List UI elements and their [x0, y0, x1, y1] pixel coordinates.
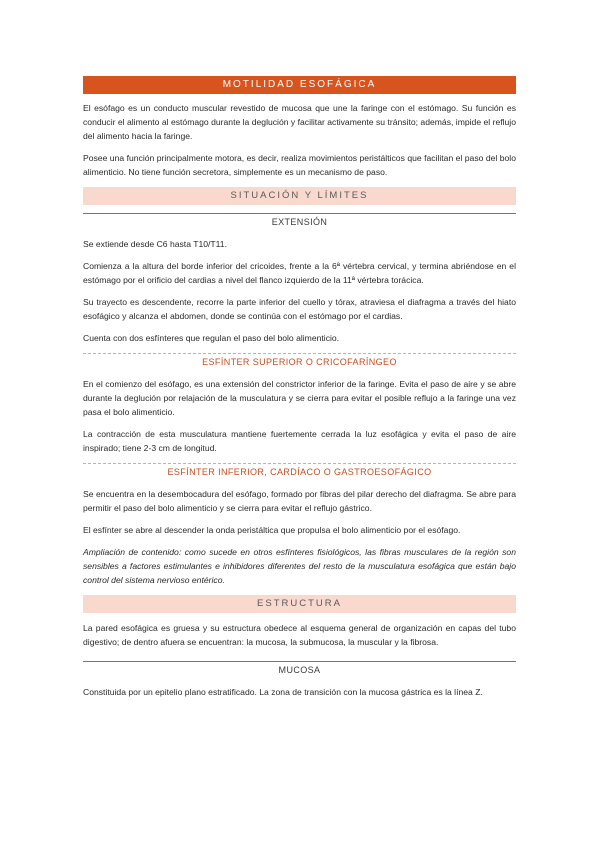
- intro-paragraph-1: El esófago es un conducto muscular revestido de mucosa que une la faringe con el estómago. Su función es conducir el alimento al estómago durante la deglución y facilitar activamente su tránsito; además, impide el reflujo del alimento hacia la faringe.: [83, 103, 516, 141]
- inferior-paragraph-1: Se encuentra en la desembocadura del esófago, formado por fibras del pilar derecho del diafragma. Se abre para permitir el paso del bolo alimenticio y se cierra para evitar el reflujo gástrico.: [83, 489, 516, 513]
- inferior-note: Ampliación de contenido: como sucede en otros esfínteres fisiológicos, las fibras musculares de la región son sensibles a factores estimulantes e inhibidores diferentes del resto de la musculatura esofágica que están bajo control del sistema nervioso entérico.: [83, 547, 516, 585]
- heading-esfinter-inferior: ESFÍNTER INFERIOR, CARDÍACO O GASTROESOFÁGICO: [83, 463, 516, 477]
- superior-paragraph-2: La contracción de esta musculatura mantiene fuertemente cerrada la luz esofágica y evita el paso de aire inspirado; tiene 2-3 cm de longitud.: [83, 429, 516, 453]
- mucosa-paragraph-1: Constituida por un epitelio plano estratificado. La zona de transición con la mucosa gástrica es la línea Z.: [83, 687, 483, 697]
- extension-paragraph-2: Comienza a la altura del borde inferior del cricoides, frente a la 6ª vértebra cervical, y termina abriéndose en el estómago por el orificio del cardias a nivel del flanco izquierdo de la 11ª vértebra torácica.: [83, 261, 516, 285]
- inferior-paragraph-2: El esfínter se abre al descender la onda peristáltica que propulsa el bolo alimenticio por el esófago.: [83, 525, 461, 535]
- intro-paragraph-2: Posee una función principalmente motora, es decir, realiza movimientos peristálticos que facilitan el paso del bolo alimenticio. No tiene función secretora, simplemente es un mecanismo de paso.: [83, 153, 516, 177]
- superior-paragraph-1: En el comienzo del esófago, es una extensión del constrictor inferior de la faringe. Evita el paso de aire y se abre durante la deglución por relajación de la musculatura y se cierra para evitar el posible reflujo a la faringe una vez pasa el bolo alimenticio.: [83, 379, 516, 417]
- heading-extension: EXTENSIÓN: [83, 213, 516, 227]
- section-banner-situacion: SITUACIÓN Y LÍMITES: [83, 187, 516, 205]
- extension-paragraph-1: Se extiende desde C6 hasta T10/T11.: [83, 239, 227, 249]
- extension-paragraph-3: Su trayecto es descendente, recorre la parte inferior del cuello y tórax, atraviesa el diafragma a través del hiato esofágico y alcanza el abdomen, donde se continúa con el estómago por el cardias.: [83, 297, 516, 321]
- document-content: [83, 76, 516, 707]
- estructura-paragraph-1: La pared esofágica es gruesa y su estructura obedece al esquema general de organización en capas del tubo digestivo; de dentro afuera se encuentran: la mucosa, la submucosa, la muscular y la fibrosa.: [83, 623, 516, 647]
- heading-mucosa: MUCOSA: [83, 661, 516, 675]
- heading-esfinter-superior: ESFÍNTER SUPERIOR O CRICOFARÍNGEO: [83, 353, 516, 367]
- extension-paragraph-4: Cuenta con dos esfínteres que regulan el paso del bolo alimenticio.: [83, 333, 340, 343]
- section-banner-estructura: ESTRUCTURA: [83, 595, 516, 613]
- document-title-banner: MOTILIDAD ESOFÁGICA: [83, 76, 516, 94]
